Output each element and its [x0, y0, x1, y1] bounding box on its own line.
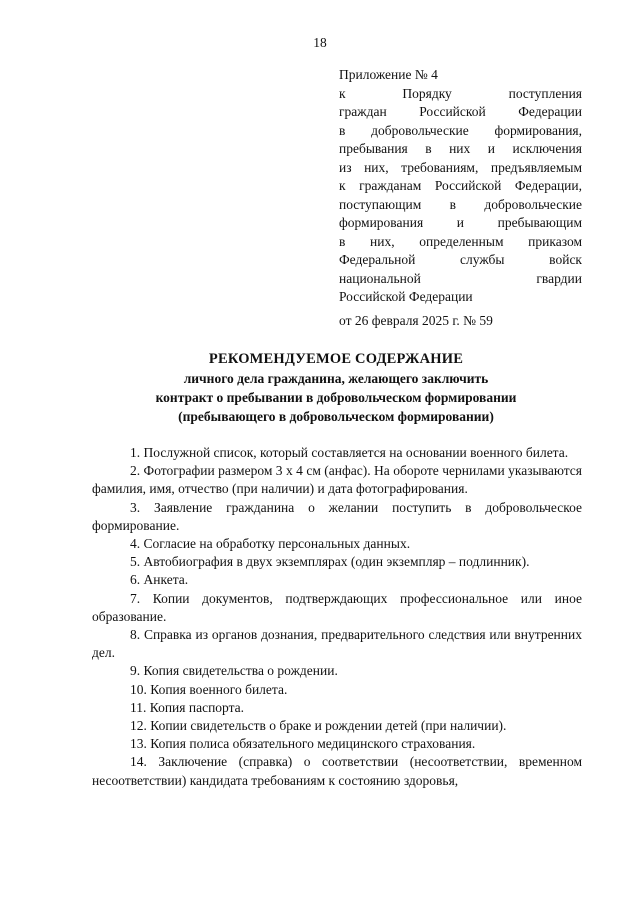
appendix-line: в них, определенным приказом — [339, 233, 582, 249]
appendix-block — [339, 66, 582, 330]
list-item: 13. Копия полиса обязательного медицинского страхования. — [130, 736, 476, 752]
list-item: 4. Согласие на обработку персональных данных. — [130, 536, 411, 552]
appendix-line: формирования и пребывающим — [339, 215, 582, 230]
list-item: 11. Копия паспорта. — [130, 699, 245, 715]
list-item: 9. Копия свидетельства о рождении. — [130, 663, 338, 679]
page-number: 18 — [313, 35, 327, 50]
appendix-line: к гражданам Российской Федерации, — [339, 178, 582, 193]
appendix-line: в добровольческие формирования, — [339, 122, 582, 138]
list-item: 10. Копия военного билета. — [130, 681, 288, 697]
list-item: 7. Копии документов, подтверждающих профессиональное или иное образование. — [92, 590, 582, 624]
list-item: 8. Справка из органов дознания, предварительного следствия или внутренних дел. — [92, 627, 582, 661]
title-line: контракт о пребывании в добровольческом формировании — [155, 390, 517, 405]
appendix-line: к Порядку поступления — [339, 85, 582, 101]
appendix-line: национальной гвардии — [339, 270, 582, 286]
appendix-line: Федеральной службы войск — [339, 252, 582, 267]
appendix-line: Российской Федерации — [339, 289, 473, 304]
items-list — [92, 444, 582, 790]
appendix-line: поступающим в добровольческие — [339, 196, 582, 212]
title-line: (пребывающего в добровольческом формировании) — [178, 409, 494, 424]
list-item: 12. Копии свидетельств о браке и рождении детей (при наличии). — [130, 718, 507, 734]
list-item: 2. Фотографии размером 3 х 4 см (анфас). На обороте чернилами указываются фамилия, имя, отчество (при наличии) и дата фотографирования. — [92, 463, 582, 497]
appendix-line: граждан Российской Федерации — [339, 104, 582, 119]
list-item: 5. Автобиография в двух экземплярах (один экземпляр – подлинник). — [130, 554, 530, 570]
appendix-heading: Приложение № 4 — [339, 67, 438, 82]
list-item: 1. Послужной список, который составляется на основании военного билета. — [130, 445, 569, 460]
list-item: 14. Заключение (справка) о соответствии (несоответствии, временном несоответствии) кандидата требованиям к состоянию здоровья, — [92, 754, 582, 788]
title-main: РЕКОМЕНДУЕМОЕ СОДЕРЖАНИЕ — [208, 351, 464, 367]
appendix-date: от 26 февраля 2025 г. № 59 — [339, 312, 493, 328]
document-title — [60, 350, 612, 426]
list-item: 3. Заявление гражданина о желании поступить в добровольческое формирование. — [92, 499, 582, 533]
title-line: личного дела гражданина, желающего заключить — [183, 371, 489, 386]
list-item: 6. Анкета. — [130, 572, 189, 588]
appendix-line: пребывания в них и исключения — [339, 141, 582, 156]
appendix-line: из них, требованиям, предъявляемым — [339, 159, 582, 175]
